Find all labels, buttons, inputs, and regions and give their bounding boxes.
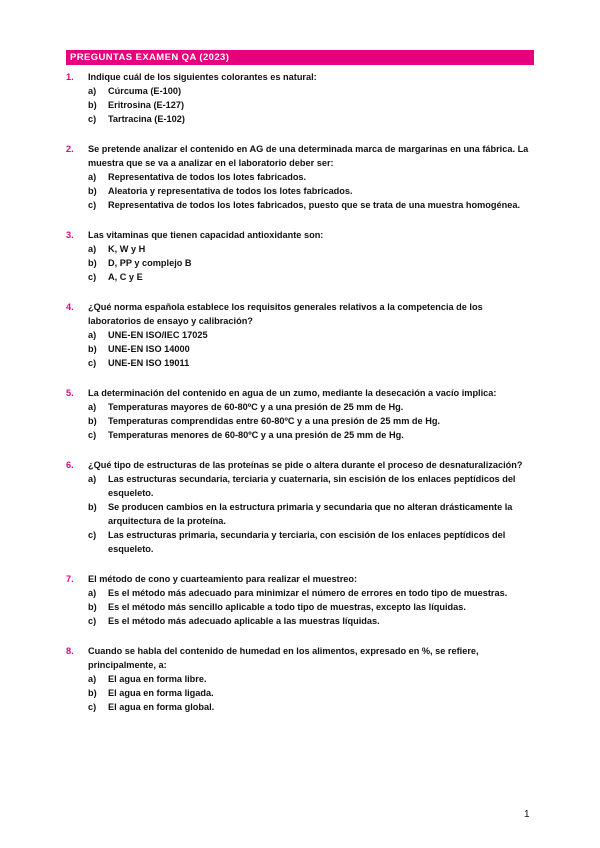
option-text: Aleatoria y representativa de todos los lotes fabricados.	[108, 186, 353, 196]
option-c	[88, 614, 536, 628]
option-text: Temperaturas menores de 60-80ºC y a una presión de 25 mm de Hg.	[108, 430, 404, 440]
option-text: Se producen cambios en la estructura primaria y secundaria que no alteran drásticamente la arquitectura de la proteína.	[108, 502, 513, 526]
option-b	[88, 342, 536, 356]
option-letter: a)	[88, 474, 97, 484]
option-text: UNE-EN ISO 19011	[108, 358, 190, 368]
question-1	[66, 70, 536, 126]
option-b	[88, 500, 536, 528]
option-letter: c)	[88, 114, 97, 124]
page-title: PREGUNTAS EXAMEN QA (2023)	[70, 52, 230, 63]
question-text: ¿Qué tipo de estructuras de las proteínas se pide o altera durante el proceso de desnaturalización?	[88, 460, 523, 470]
option-text: K, W y H	[108, 244, 146, 254]
option-c	[88, 198, 536, 212]
option-a	[88, 400, 536, 414]
option-a	[88, 586, 536, 600]
option-letter: b)	[88, 186, 97, 196]
option-a	[88, 328, 536, 342]
question-number: 7.	[66, 574, 74, 584]
option-a	[88, 84, 536, 98]
question-text: Las vitaminas que tienen capacidad antioxidante son:	[88, 230, 324, 240]
option-letter: a)	[88, 674, 97, 684]
option-letter: c)	[88, 530, 97, 540]
option-text: Temperaturas mayores de 60-80ºC y a una presión de 25 mm de Hg.	[108, 402, 404, 412]
option-b	[88, 256, 536, 270]
option-letter: c)	[88, 430, 97, 440]
question-text: Indique cuál de los siguientes colorantes es natural:	[88, 72, 317, 82]
question-number: 6.	[66, 460, 74, 470]
question-number: 5.	[66, 388, 74, 398]
option-text: UNE-EN ISO/IEC 17025	[108, 330, 208, 340]
option-letter: a)	[88, 86, 97, 96]
question-number: 3.	[66, 230, 74, 240]
option-letter: a)	[88, 402, 97, 412]
question-6	[66, 458, 536, 556]
question-number: 1.	[66, 72, 74, 82]
question-8	[66, 644, 536, 714]
option-letter: b)	[88, 344, 97, 354]
option-text: Tartracina (E-102)	[108, 114, 185, 124]
option-text: Representativa de todos los lotes fabricados, puesto que se trata de una muestra homogénea.	[108, 200, 521, 210]
option-c	[88, 528, 536, 556]
option-letter: b)	[88, 416, 97, 426]
option-a	[88, 170, 536, 184]
question-text: ¿Qué norma española establece los requisitos generales relativos a la competencia de los laboratorios de ensayo y calibración?	[88, 302, 483, 326]
option-text: UNE-EN ISO 14000	[108, 344, 190, 354]
option-b	[88, 600, 536, 614]
question-number: 4.	[66, 302, 74, 312]
option-text: Es el método más adecuado para minimizar el número de errores en todo tipo de muestras.	[108, 588, 508, 598]
option-letter: c)	[88, 358, 97, 368]
option-a	[88, 672, 536, 686]
question-text: Se pretende analizar el contenido en AG de una determinada marca de margarinas en una fábrica. La muestra que se va a analizar en el laboratorio deber ser:	[88, 144, 529, 168]
option-c	[88, 356, 536, 370]
question-text: La determinación del contenido en agua de un zumo, mediante la desecación a vacío implica:	[88, 388, 497, 398]
option-c	[88, 270, 536, 284]
question-2	[66, 142, 536, 212]
option-letter: a)	[88, 172, 97, 182]
option-text: D, PP y complejo B	[108, 258, 192, 268]
option-letter: a)	[88, 588, 97, 598]
question-number: 2.	[66, 144, 74, 154]
option-a	[88, 472, 536, 500]
option-text: Es el método más sencillo aplicable a todo tipo de muestras, excepto las líquidas.	[108, 602, 466, 612]
question-text: El método de cono y cuarteamiento para realizar el muestreo:	[88, 574, 358, 584]
option-b	[88, 414, 536, 428]
option-b	[88, 686, 536, 700]
page-title-banner	[66, 50, 534, 65]
page-number: 1	[524, 809, 530, 820]
option-a	[88, 242, 536, 256]
option-text: Es el método más adecuado aplicable a las muestras líquidas.	[108, 616, 380, 626]
option-text: Cúrcuma (E-100)	[108, 86, 182, 96]
option-letter: c)	[88, 200, 97, 210]
option-text: El agua en forma libre.	[108, 674, 207, 684]
option-letter: c)	[88, 272, 97, 282]
question-5	[66, 386, 536, 442]
question-7	[66, 572, 536, 628]
option-letter: b)	[88, 258, 97, 268]
option-text: A, C y E	[108, 272, 143, 282]
option-text: El agua en forma global.	[108, 702, 215, 712]
option-text: Las estructuras secundaria, terciaria y cuaternaria, sin escisión de los enlaces peptídicos del esqueleto.	[108, 474, 516, 498]
option-c	[88, 700, 536, 714]
option-text: Las estructuras primaria, secundaria y terciaria, con escisión de los enlaces peptídicos del esqueleto.	[108, 530, 506, 554]
option-letter: a)	[88, 244, 97, 254]
option-c	[88, 428, 536, 442]
option-letter: b)	[88, 602, 97, 612]
question-number: 8.	[66, 646, 74, 656]
option-letter: b)	[88, 100, 97, 110]
question-3	[66, 228, 536, 284]
question-list	[66, 70, 536, 730]
option-text: Eritrosina (E-127)	[108, 100, 185, 110]
option-b	[88, 184, 536, 198]
option-letter: b)	[88, 502, 97, 512]
option-letter: c)	[88, 616, 97, 626]
option-text: Temperaturas comprendidas entre 60-80ºC y a una presión de 25 mm de Hg.	[108, 416, 441, 426]
option-letter: b)	[88, 688, 97, 698]
option-letter: a)	[88, 330, 97, 340]
question-text: Cuando se habla del contenido de humedad en los alimentos, expresado en %, se refiere, principalmente, a:	[88, 646, 479, 670]
option-text: El agua en forma ligada.	[108, 688, 214, 698]
option-b	[88, 98, 536, 112]
option-c	[88, 112, 536, 126]
option-text: Representativa de todos los lotes fabricados.	[108, 172, 307, 182]
option-letter: c)	[88, 702, 97, 712]
question-4	[66, 300, 536, 370]
